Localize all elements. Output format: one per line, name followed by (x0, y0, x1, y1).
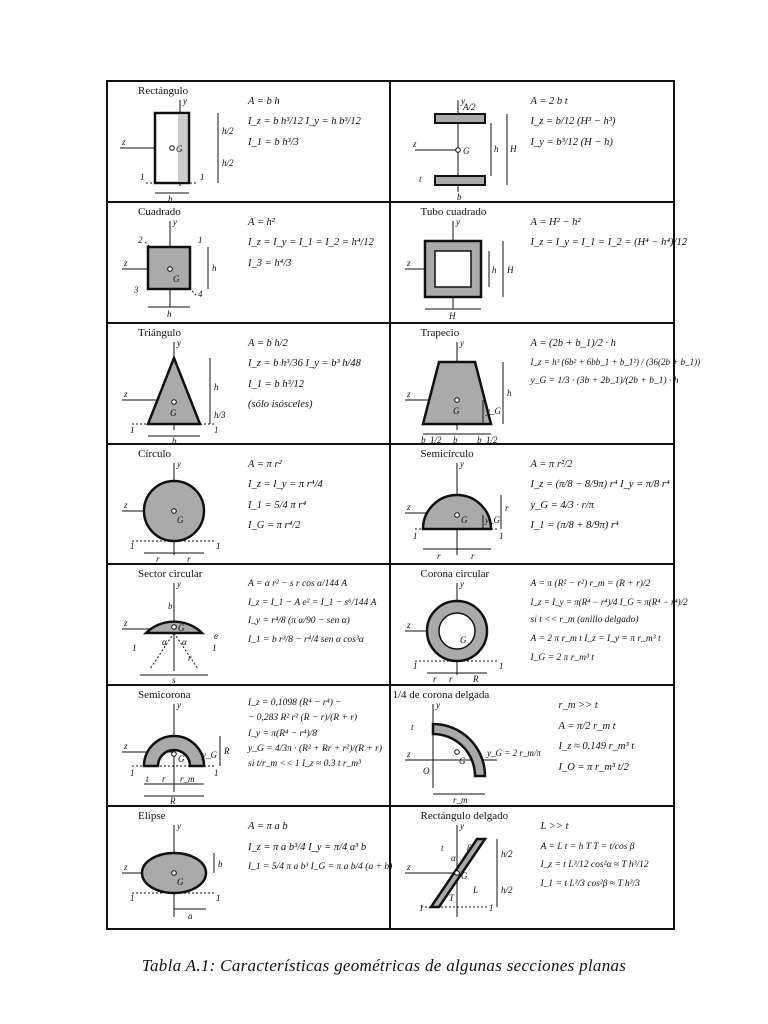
cell-corona-circular (391, 565, 688, 686)
formula: I_z = π a b³/4 I_y = π/4 a³ b (248, 841, 367, 853)
section-title: Semicírculo (420, 447, 474, 460)
label-g: G (178, 754, 185, 765)
label-1-right: 1 (498, 530, 503, 541)
formula: L >> t (540, 821, 569, 833)
formula: I_O = π r_m³ t/2 (558, 761, 629, 773)
label-g: G (460, 514, 467, 525)
label-y: y (460, 96, 465, 106)
label-o: O (422, 766, 429, 777)
formula: I_G = 2 π r_m³ t (530, 652, 594, 663)
formula: I_1 = b h³/12 (248, 378, 305, 390)
label-z: z (406, 862, 411, 873)
cell-rectangulo-delgado (391, 807, 674, 928)
trapezoid-figure (393, 337, 533, 445)
label-h-bottom: h (167, 308, 172, 319)
label-t: t (418, 174, 422, 184)
label-r-bottom: r (470, 550, 475, 561)
table-caption: Tabla A.1: Características geométricas de algunas secciones planas (141, 956, 627, 975)
label-1-left: 1 (412, 530, 417, 541)
triangle-figure (110, 337, 250, 446)
label-y: y (459, 458, 464, 469)
formula: y_G = 1/3 · (3b + 2b_1)/(2b + b_1) · h (530, 375, 679, 386)
label-g: G (170, 407, 177, 418)
label-1-right: 1 (488, 903, 493, 914)
section-title: Cuadrado (138, 205, 181, 218)
label-alpha-left: α (162, 637, 167, 648)
label-y: y (177, 458, 181, 469)
label-t: t (440, 843, 444, 854)
formula-list (530, 334, 701, 391)
label-h3: h/3 (214, 409, 226, 420)
label-l: L (472, 885, 478, 896)
label-1-right: 1 (200, 172, 205, 182)
formula: r_m >> t (558, 700, 598, 712)
label-yg: y_G = 2 r_m/π (486, 748, 541, 759)
formula: I_y = π(R⁴ − r⁴)/8 (248, 728, 318, 739)
label-z: z (406, 388, 411, 399)
formula: I_z = (π/8 − 8/9π) r⁴ I_y = π/8 r⁴ (530, 479, 670, 491)
formula: A = π/2 r_m t (558, 720, 616, 732)
label-yg: y_G (202, 750, 217, 761)
label-1-left: 1 (140, 172, 145, 182)
formula: I_z = I_y = π r⁴/4 (248, 479, 323, 491)
formula: − 0,283 R² r² (R − r)/(R + r) (248, 713, 358, 724)
label-g: G (177, 514, 184, 525)
rectangle-figure (110, 96, 250, 204)
label-big-r-bottom: R (170, 796, 176, 807)
label-1-left: 1 (132, 643, 137, 654)
formula-list (248, 213, 388, 274)
label-b: b (168, 194, 173, 204)
label-1-right: 1 (216, 540, 221, 551)
label-alpha-right: α (182, 637, 187, 648)
label-1-left: 1 (130, 424, 135, 435)
formula: I_z = b h³/12 I_y = h b³/12 (248, 116, 361, 128)
formula: I_z = 0,1098 (R⁴ − r⁴) − (248, 698, 342, 709)
label-1-right: 1 (214, 768, 219, 779)
label-rm: r_m (452, 795, 468, 806)
formula: I_y = r⁴/8 (π α/90 − sen α) (248, 616, 350, 627)
label-1-right: 1 (212, 643, 217, 654)
formula: I_1 = (π/8 + 8/9π) r⁴ (530, 519, 619, 531)
label-s: s (172, 675, 176, 686)
label-big-r-right: R (224, 746, 230, 757)
cell-double-flange (391, 82, 674, 203)
formula-list (248, 817, 393, 876)
section-title: Triángulo (138, 326, 181, 339)
section-title: Rectángulo delgado (420, 810, 509, 823)
label-rm: r_m (180, 774, 195, 785)
section-title: Corona circular (420, 568, 490, 581)
label-b: b (456, 192, 461, 202)
cell-rectangulo (108, 82, 391, 203)
label-h: h (491, 264, 496, 275)
label-z: z (406, 501, 411, 512)
cell-trapecio (391, 324, 701, 445)
label-g: G (177, 877, 184, 888)
section-title: Círculo (138, 447, 171, 460)
label-1: 1 (198, 234, 203, 245)
circle-figure (110, 459, 250, 563)
label-z: z (406, 749, 411, 760)
label-t: t (410, 722, 414, 733)
thin-rectangle-figure (393, 821, 533, 925)
label-z: z (412, 139, 417, 149)
circular-sector-figure (110, 579, 250, 686)
formula: I_1 = t L³/3 cos²β ≈ T h³/3 (540, 878, 640, 889)
formula: I_z = b/12 (H³ − h³) (530, 116, 616, 128)
half-annulus-figure (110, 700, 250, 807)
formula-list (531, 92, 671, 153)
label-r-left: r (436, 550, 441, 561)
label-big-r: R (472, 674, 478, 685)
cell-elipse (108, 807, 391, 928)
label-g: G (178, 623, 185, 634)
label-r-right: r (504, 502, 509, 513)
formula-list (531, 455, 671, 537)
label-g: G (459, 635, 466, 646)
label-4: 4 (198, 288, 203, 299)
formula: I_G = π r⁴/2 (248, 519, 301, 531)
label-b1-right: b_1/2 (476, 434, 498, 445)
formula-list (248, 696, 388, 772)
label-z: z (124, 257, 128, 268)
formula: A = (2b + b_1)/2 · h (530, 337, 616, 349)
section-title: Rectángulo (138, 85, 189, 97)
formula: A = L t = h T T = t/cos β (540, 841, 635, 852)
label-b1-left: b_1/2 (420, 434, 442, 445)
label-b: b (218, 859, 223, 870)
sections-table (106, 80, 701, 930)
formula: si t/r_m << 1 I_z ≈ 0.3 t r_m³ (248, 759, 361, 770)
cell-tubo-cuadrado (391, 203, 687, 324)
label-z: z (124, 862, 128, 873)
label-b: b (168, 601, 173, 612)
label-big-h-bottom: H (448, 310, 455, 321)
square-figure (110, 217, 250, 321)
label-r: r (188, 653, 192, 664)
label-t: t (146, 774, 149, 785)
formula: A = 2 b t (530, 96, 568, 107)
annulus-figure (393, 579, 533, 683)
label-y: y (173, 216, 177, 227)
label-1-left: 1 (130, 540, 135, 551)
label-z: z (124, 741, 128, 752)
label-y: y (455, 216, 460, 227)
label-1-right: 1 (214, 424, 219, 435)
formula: A = π r²/2 (530, 458, 573, 470)
formula-list (530, 575, 688, 667)
label-b: b (172, 435, 177, 446)
label-y: y (459, 579, 464, 590)
label-h: h (214, 381, 219, 392)
formula: A = π a b (248, 821, 288, 833)
section-title: Tubo cuadrado (420, 205, 487, 218)
section-title: Sector circular (138, 568, 203, 581)
label-1-left: 1 (418, 903, 423, 914)
label-g: G (176, 144, 183, 154)
formula: y_G = 4/3 · r/π (530, 499, 594, 511)
label-z: z (124, 618, 128, 629)
label-z: z (122, 137, 126, 147)
label-h-right: h (212, 262, 217, 273)
label-y: y (435, 700, 440, 711)
formula: I_1 = 5/4 π r⁴ (248, 499, 306, 511)
section-title: Semicorona (138, 689, 191, 702)
label-g: G (460, 871, 467, 882)
section-title: Elipse (138, 810, 166, 823)
cell-semicorona (108, 686, 391, 807)
label-y: y (177, 579, 181, 590)
formula: A = b h/2 (248, 337, 288, 349)
square-tube-figure (393, 217, 533, 321)
cell-triangulo (108, 324, 391, 445)
formula: I_z = b h³/36 I_y = b³ h/48 (248, 358, 361, 370)
label-a2: A/2 (462, 102, 475, 112)
label-g: G (452, 405, 459, 416)
formula: A = π r² (248, 458, 282, 470)
label-big-t: T (448, 893, 454, 904)
cell-circulo (108, 445, 391, 566)
label-alpha: α (450, 853, 456, 864)
label-b: b (452, 434, 457, 445)
formula: I_3 = h⁴/3 (248, 257, 292, 269)
label-big-h-right: H (506, 264, 513, 275)
label-g: G (458, 756, 465, 767)
label-r: r (448, 674, 453, 685)
label-z: z (124, 499, 128, 510)
section-title: 1/4 de corona delgada (392, 689, 490, 702)
formula: I_y = b³/12 (H − h) (530, 136, 613, 148)
label-r-left: r (156, 553, 160, 564)
section-title: Trapecio (420, 326, 460, 339)
label-h: h (506, 387, 511, 398)
label-h2-top: h/2 (222, 126, 234, 136)
cell-semicirculo (391, 445, 674, 566)
formula: A = 2 π r_m t I_z = I_y = π r_m³ t (530, 634, 661, 644)
ellipse-figure (110, 821, 250, 925)
label-1-left: 1 (130, 893, 135, 904)
label-z: z (406, 620, 411, 631)
label-t: r (432, 674, 437, 685)
formula-list (248, 334, 388, 416)
label-r: r (162, 774, 166, 785)
formula-list (248, 92, 388, 153)
label-e: e (214, 631, 218, 642)
formula: si t << r_m (anillo delgado) (530, 615, 639, 626)
formula: A = H² − h² (530, 216, 581, 228)
cell-cuadrado (108, 203, 391, 324)
label-h2-top: h/2 (500, 849, 513, 860)
formula: I_z = I_1 − A e² = I_1 − s⁶/144 A (248, 597, 377, 608)
label-y: y (459, 821, 464, 832)
label-y: y (177, 337, 181, 348)
label-1-left: 1 (130, 768, 135, 779)
label-big-h: H (509, 144, 516, 154)
label-h: h (493, 144, 498, 154)
cell-cuarto-corona (391, 686, 674, 807)
formula: I_z = h³ (6b² + 6bb_1 + b_1²) / (36(2b + b_1)) (530, 357, 701, 368)
formula: A = b h (248, 96, 280, 107)
formula: I_z = t L³/12 cos²α ≈ T h³/12 (540, 860, 649, 871)
label-1-right: 1 (498, 661, 503, 672)
formula: I_z ≈ 0.149 r_m³ t (558, 741, 635, 753)
label-1-left: 1 (412, 661, 417, 672)
formula-list (559, 696, 699, 778)
formula: (sólo isósceles) (248, 399, 313, 411)
formula: I_1 = b r³/8 − r⁴/4 sen α cos³α (248, 634, 364, 645)
label-y: y (177, 700, 181, 711)
formula-list (248, 455, 388, 537)
formula: A = π (R² − r²) r_m = (R + r)/2 (530, 579, 651, 590)
label-beta: β (466, 843, 471, 854)
cell-sector-circular (108, 565, 391, 686)
formula: A = α r² − s r cos α/144 A (248, 579, 348, 590)
label-g: G (462, 146, 469, 156)
label-2: 2 (138, 234, 143, 245)
label-z: z (124, 388, 128, 399)
formula: I_z = I_y = π(R⁴ − r⁴)/4 I_G = π(R⁴ − r⁴)/2 (530, 596, 688, 607)
formula: I_z = I_y = I_1 = I_2 = h⁴/12 (248, 237, 374, 249)
label-1-right: 1 (216, 893, 221, 904)
label-3: 3 (134, 284, 139, 295)
formula-list (541, 817, 681, 893)
label-y: y (459, 337, 464, 348)
quarter-annulus-figure (393, 700, 541, 806)
formula: I_1 = b h³/3 (248, 136, 299, 148)
label-z: z (406, 257, 411, 268)
label-y: y (177, 821, 181, 832)
label-a: a (188, 911, 193, 922)
formula-list (530, 213, 687, 254)
formula: A = h² (248, 216, 275, 228)
label-y: y (183, 96, 187, 106)
formula-list (248, 575, 388, 649)
label-g: G (173, 273, 180, 284)
label-h2-bottom: h/2 (222, 158, 234, 168)
double-flange-figure (393, 96, 533, 200)
label-h2-bottom: h/2 (500, 885, 513, 896)
semicircle-figure (393, 459, 533, 563)
formula: y_G = 4/3π · (R² + Rr + r²)/(R + r) (248, 743, 382, 754)
formula: I_z = I_y = I_1 = I_2 = (H⁴ − h⁴)/12 (530, 237, 687, 249)
label-yg: y_G (485, 405, 501, 416)
label-r-right: r (187, 553, 191, 564)
label-yg: y_G (484, 514, 500, 525)
formula: I_1 = 5/4 π a b³ I_G = π a b/4 (a + b) (248, 862, 393, 873)
